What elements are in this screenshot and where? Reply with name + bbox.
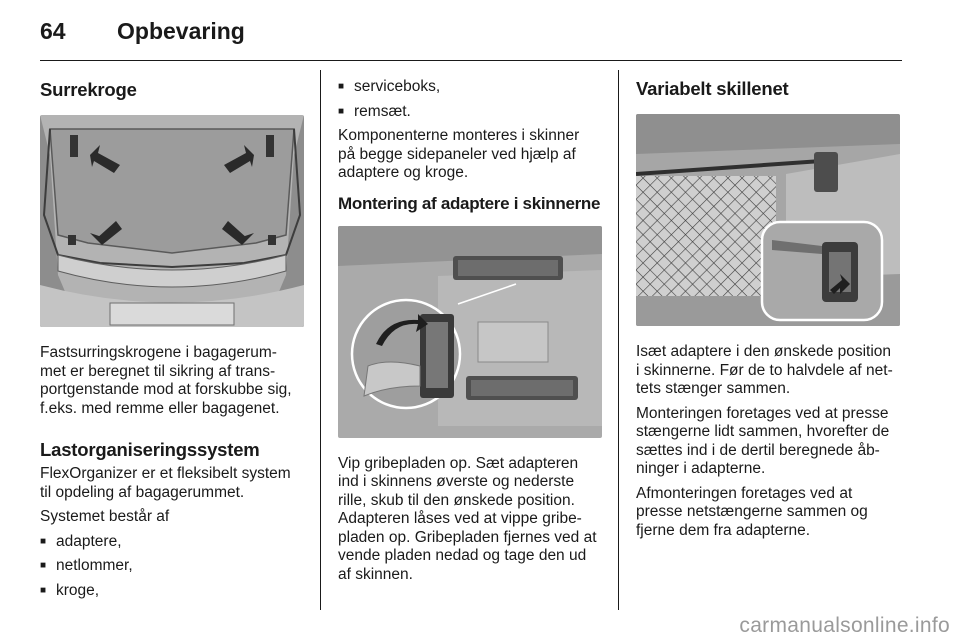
column-2 bbox=[338, 70, 604, 584]
variable-partition-net-illustration bbox=[636, 114, 900, 326]
page-number: 64 bbox=[40, 18, 66, 44]
list-item: ■ kroge, bbox=[40, 581, 100, 599]
mounting-instructions: Vip gribepladen op. Sæt adapteren ind i skinnens øverste og nederste rille, skub til den ønskede position. Adapteren låses ved at vippe gribe- pladen op. Gribepladen fjernes ved at vende pladen nedad og tage den ud af skinnen. bbox=[338, 454, 597, 583]
section-heading-skillenet: Variabelt skillenet bbox=[636, 78, 789, 99]
list-item: ■ remsæt. bbox=[338, 102, 411, 120]
bullet-square-icon: ■ bbox=[40, 560, 47, 571]
column-divider-1 bbox=[320, 70, 321, 610]
list-item: ■ adaptere, bbox=[40, 532, 122, 550]
net-removal-instructions: Afmonteringen foretages ved at presse netstængerne sammen og fjerne dem fra adapterne. bbox=[636, 484, 868, 539]
column-3 bbox=[636, 70, 902, 540]
bullet-square-icon: ■ bbox=[338, 105, 345, 117]
flexorganizer-description: FlexOrganizer er et fleksibelt system til opdeling af bagagerummet. bbox=[40, 465, 291, 501]
section-heading-lastorganisering: Lastorganiseringssystem bbox=[40, 439, 260, 460]
system-components-intro: Systemet består af bbox=[40, 508, 170, 525]
column-divider-2 bbox=[618, 70, 619, 610]
mounting-overview: Komponenterne monteres i skinner på begge sidepaneler ved hjælp af adaptere og kroge. bbox=[338, 127, 580, 181]
component-list bbox=[40, 533, 304, 601]
header-rule bbox=[40, 60, 902, 61]
bullet-square-icon: ■ bbox=[338, 81, 345, 92]
subheading-mounting-adapters: Montering af adaptere i skinnerne bbox=[338, 193, 601, 213]
list-item: ■ netlommer, bbox=[40, 557, 133, 574]
bullet-square-icon: ■ bbox=[40, 584, 47, 596]
rail-adapter-mounting-illustration bbox=[338, 226, 602, 438]
bullet-square-icon: ■ bbox=[40, 535, 47, 547]
component-list-continued bbox=[338, 78, 604, 121]
list-item: ■ serviceboks, bbox=[338, 78, 441, 95]
section-heading-surrekroge: Surrekroge bbox=[40, 79, 137, 100]
column-1 bbox=[40, 70, 304, 606]
net-insert-instructions: Isæt adaptere i den ønskede position i skinnerne. Før de to halvdele af net- tets stænger sammen. bbox=[636, 343, 893, 397]
watermark[interactable]: carmanualsonline.info bbox=[739, 614, 950, 637]
page-title: Opbevaring bbox=[117, 18, 245, 44]
trunk-lashing-eyes-illustration bbox=[40, 115, 304, 327]
net-mounting-instructions: Monteringen foretages ved at presse stængerne lidt sammen, hvorefter de sættes ind i de dertil beregnede åb- ninger i adapterne. bbox=[636, 404, 890, 477]
lashing-eyes-description: Fastsurringskrogene i bagagerum- met er beregnet til sikring af trans- portgenstande mod at forskubbe sig, f.eks. med remme eller bagagenet. bbox=[40, 344, 292, 417]
page-header bbox=[40, 18, 900, 48]
